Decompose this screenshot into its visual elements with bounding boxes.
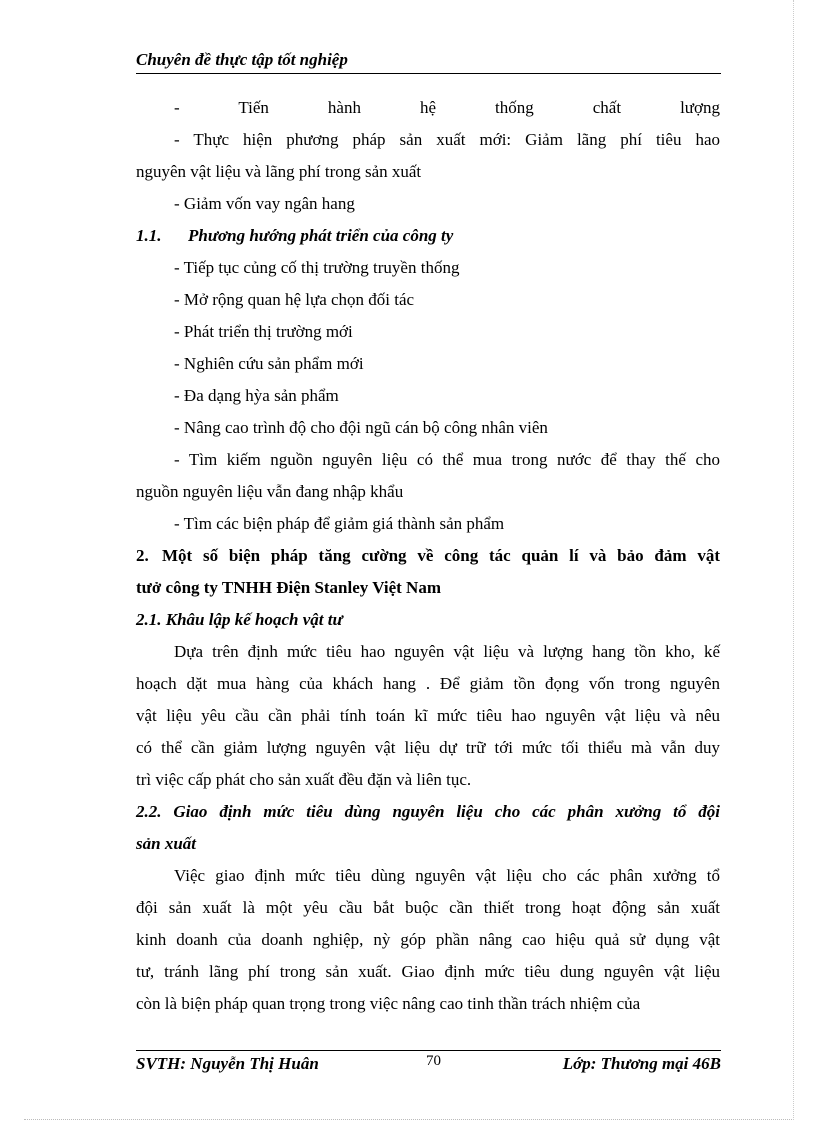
page-header: Chuyên đề thực tập tốt nghiệp [136,50,721,74]
paragraph-line: đội sản xuất là một yêu cầu bắt buộc cần thiết trong hoạt động sản xuất [136,898,720,917]
section-title: Phương hướng phát triển của công ty [188,226,454,245]
bullet-line: - Đa dạng hỳa sản phẩm [174,386,339,405]
section-heading-2-2: 2.2. Giao định mức tiêu dùng nguyên liệu cho các phân xưởng tổ đội [136,802,720,821]
section-number: 2. [136,546,149,565]
paragraph-line: trì việc cấp phát cho sản xuất đều đặn và liên tục. [136,770,472,789]
section-number: 1.1. [136,226,162,245]
paragraph-line: tư, tránh lãng phí trong sản xuất. Giao định mức tiêu dung nguyên vật liệu [136,962,720,981]
paragraph-line: vật liệu yêu cầu cần phải tính toán kĩ mức tiêu hao nguyên vật liệu và nêu [136,706,720,725]
section-title: Một số biện pháp tăng cường về công tác quản lí và bảo đảm vật [162,546,720,565]
page-number: 70 [426,1053,441,1069]
paragraph-line: Việc giao định mức tiêu dùng nguyên vật liệu cho các phân xưởng tổ [174,866,720,885]
bullet-line: - Giảm vốn vay ngân hang [174,194,355,213]
bullet-line: - Tìm kiếm nguồn nguyên liệu có thể mua trong nước để thay thế cho [174,450,720,469]
document-body [136,92,720,1020]
section-heading-2 [136,540,720,572]
section-heading-2-cont: tưở công ty TNHH Điện Stanley Việt Nam [136,578,441,597]
paragraph-line: có thể cần giảm lượng nguyên vật liệu dự trữ tới mức tối thiểu mà vẫn duy [136,738,720,757]
footer-divider [136,1050,721,1051]
bullet-line: - Tiến hành hệ thống chất lượng [174,98,720,117]
page-edge-right [793,0,794,1120]
section-heading-2-1: 2.1. Khâu lập kế hoạch vật tư [136,610,343,629]
paragraph-line: hoạch dặt mua hàng của khách hang . Để giảm tồn đọng vốn trong nguyên [136,674,720,693]
text-line: nguồn nguyên liệu vẫn đang nhập khẩu [136,482,404,501]
paragraph-line: còn là biện pháp quan trọng trong việc nâng cao tinh thần trách nhiệm của [136,994,641,1013]
section-heading-2-2-cont: sản xuất [136,834,196,853]
footer-class: Lớp: Thương mại 46B [562,1054,721,1073]
bullet-line: - Tiếp tục củng cố thị trường truyền thống [174,258,460,277]
paragraph-line: Dựa trên định mức tiêu hao nguyên vật liệu và lượng hang tồn kho, kế [174,642,720,661]
bullet-line: - Phát triển thị trường mới [174,322,353,341]
bullet-line: - Nâng cao trình độ cho đội ngũ cán bộ công nhân viên [174,418,548,437]
footer-student: SVTH: Nguyễn Thị Huân [136,1054,319,1073]
page-edge-bottom [24,1119,794,1120]
bullet-line: - Thực hiện phương pháp sản xuất mới: Giảm lãng phí tiêu hao [174,130,720,149]
bullet-line: - Nghiên cứu sản phẩm mới [174,354,364,373]
text-line: nguyên vật liệu và lãng phí trong sản xuất [136,162,422,181]
bullet-line: - Mở rộng quan hệ lựa chọn đối tác [174,290,415,309]
paragraph-line: kinh doanh của doanh nghiệp, nỳ góp phần nâng cao hiệu quả sử dụng vật [136,930,720,949]
section-heading-1-1 [136,220,720,252]
bullet-line: - Tìm các biện pháp để giảm giá thành sản phẩm [174,514,505,533]
